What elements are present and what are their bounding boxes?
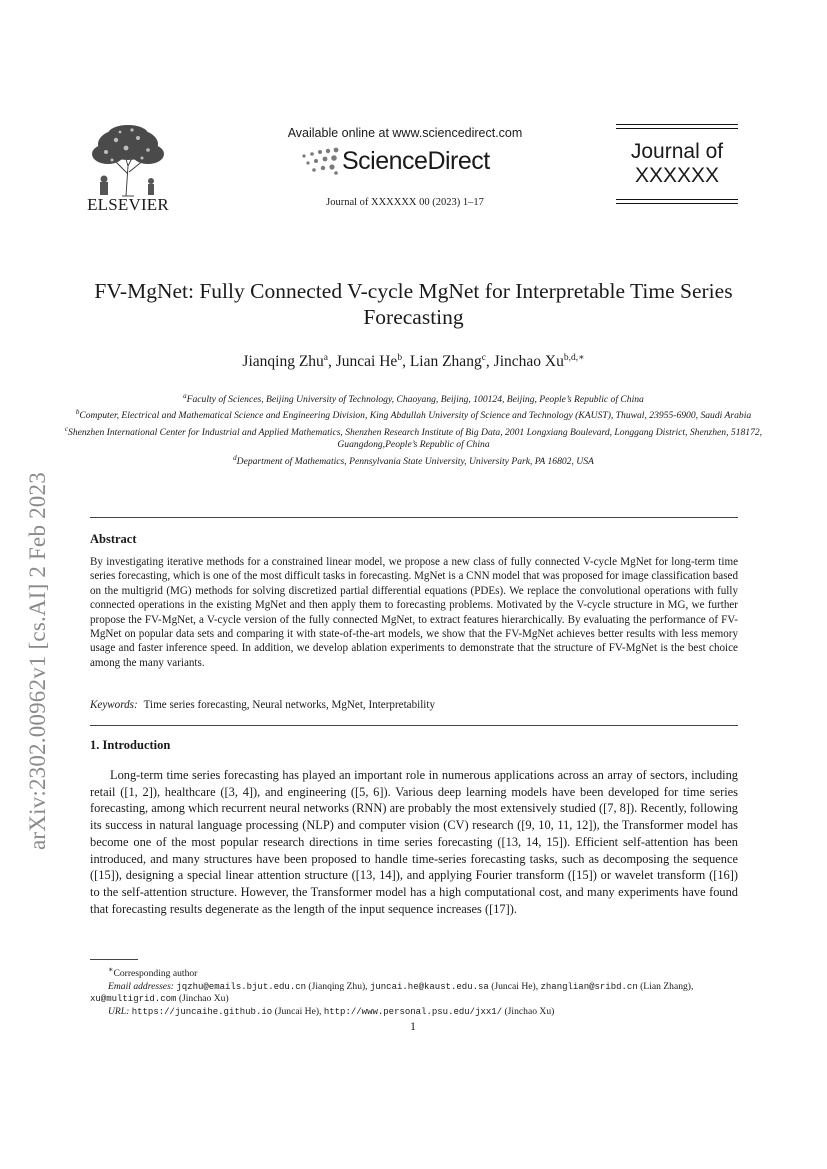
email-link[interactable]: jqzhu@emails.bjut.edu.cn (176, 981, 307, 992)
author-name: Lian Zhang (409, 353, 482, 371)
elsevier-logo (86, 122, 172, 212)
introduction-text: Long-term time series forecasting has played an important role in numerous applications across an array of sectors, including retail ([1, 2]), healthcare ([3, 4]), and engineering ([5, 6]). Various deep learning models have been developed for time series forecasting, among which recurrent neural networks (RNN) are probably the most extensively studied ([7, 8]). Recently, following its success in natural language processing (NLP) and computer vision (CV) research ([9, 10, 11, 12]), the Transformer model has become one of the most popular research directions in time series forecasting ([13, 14, 15]). Efficient self-attention has been introduced, and many structures have been proposed to handle time-series forecasting tasks, such as decomposing the sequence ([15]), designing a special linear attention structure ([13, 14]), and applying Fourier transform ([15]) or wavelet transform ([16]) to the self-attention structure. However, the Transformer model has a high computational cost, and many experiments have found that forecasting results degenerate as the length of the input sequence increases ([17]). (90, 768, 738, 916)
author-sup: b (397, 353, 403, 363)
keywords-text: Time series forecasting, Neural networks, MgNet, Interpretability (143, 699, 436, 711)
affiliation-item (60, 406, 767, 422)
keywords (90, 699, 738, 711)
abstract-text: By investigating iterative methods for a constrained linear model, we propose a new class of fully connected V-cycle MgNet for long-term time series forecasting, which is one of the most difficult tasks in forecasting. MgNet is a CNN model that was proposed for image classification based on the multigrid (MG) methods for solving discretized partial differential equations (PDEs). We replace the convolutional operations with fully connected operations in the existing MgNet and then apply them to forecasting problems. Motivated by the V-cycle structure in MG, we further propose the FV-MgNet, a V-cycle version of the fully connected MgNet, to extract features hierarchically. By evaluating the performance of FV-MgNet on popular data sets and comparing it with state-of-the-art models, we show that the FV-MgNet achieves better results with less memory usage and faster inference speed. In addition, we develop ablation experiments to demonstrate that the structure of FV-MgNet is the best choice among the many variants. (90, 556, 738, 669)
journal-box-rule-bottom (616, 199, 738, 200)
arxiv-stamp-text: arXiv:2302.00962v1 [cs.AI] 2 Feb 2023 (25, 472, 50, 850)
page-number: 1 (410, 1019, 416, 1033)
abstract-rule-top (90, 517, 738, 518)
journal-citation: Journal of XXXXXX 00 (2023) 1–17 (326, 197, 484, 208)
footnote-urls (90, 1006, 738, 1019)
footnote-mark: ∗ (108, 965, 114, 974)
author-sup: a (323, 353, 329, 363)
affiliation-item (60, 423, 767, 452)
elsevier-tree-icon (86, 122, 172, 198)
affiliation-item (60, 390, 767, 406)
footnote-rule (90, 959, 138, 960)
affiliation-text: Shenzhen International Center for Industrial and Applied Mathematics, Shenzhen Research Institute of Big Data, 2001 Longxiang Boulevard, Longgang District, Shenzhen, 518172, Guangdong,People’s Republic of China (68, 427, 763, 451)
author-sep: , (485, 353, 494, 371)
section-heading-introduction: 1. Introduction (90, 738, 171, 752)
journal-box-rule-bottom-2 (616, 203, 738, 204)
journal-box-line2: XXXXXX (634, 164, 720, 187)
email-link[interactable]: zhanglian@sribd.cn (540, 981, 638, 992)
footnotes (90, 964, 738, 1019)
url-label: URL: (108, 1005, 130, 1017)
url-link[interactable]: https://juncaihe.github.io (131, 1006, 273, 1017)
paper-title: FV-MgNet: Fully Connected V-cycle MgNet for Interpretable Time Series Forecasting (94, 279, 733, 329)
keywords-label: Keywords: (90, 699, 138, 711)
email-owner: (Jianqing Zhu), (306, 980, 370, 992)
affiliation-item (60, 452, 767, 468)
url-link[interactable]: http://www.personal.psu.edu/jxx1/ (323, 1006, 503, 1017)
email-label: Email addresses: (108, 980, 174, 992)
url-owner: (Jinchao Xu) (502, 1005, 555, 1017)
author-sup: b,d,∗ (563, 353, 585, 363)
email-link[interactable]: xu@multigrid.com (90, 994, 177, 1005)
author-name: Jianqing Zhu (242, 353, 324, 371)
publisher-name: ELSEVIER (87, 195, 169, 214)
author-name: Juncai He (335, 353, 398, 371)
email-owner: (Jinchao Xu) (176, 993, 229, 1005)
footnote-corresponding-text: Corresponding author (113, 968, 198, 980)
author-sup: c (481, 353, 486, 363)
email-owner: (Lian Zhang), (637, 980, 694, 992)
journal-box (616, 124, 738, 206)
abstract-heading: Abstract (90, 532, 137, 546)
affiliation-sup: c (64, 424, 69, 433)
journal-box-title (616, 140, 738, 188)
affiliation-text: Department of Mathematics, Pennsylvania State University, University Park, PA 16802, USA (236, 455, 594, 467)
sciencedirect-dots-icon (296, 146, 342, 176)
url-owner: (Juncai He), (272, 1005, 324, 1017)
footnote-corresponding (90, 964, 738, 981)
journal-box-rule-top (616, 124, 738, 125)
arxiv-stamp (26, 380, 50, 850)
sciencedirect-logo (296, 146, 506, 180)
affiliation-text: Computer, Electrical and Mathematical Science and Engineering Division, King Abdullah University of Science and Technology (KAUST), Thuwal, 23955-6900, Saudi Arabia (79, 410, 752, 422)
affiliation-sup: b (75, 408, 80, 417)
author-name: Jinchao Xu (493, 353, 564, 371)
author-sep: , (402, 353, 410, 371)
author-list (60, 352, 767, 371)
email-link[interactable]: juncai.he@kaust.edu.sa (369, 981, 489, 992)
available-online-text: Available online at www.sciencedirect.com (287, 126, 523, 140)
footnote-emails (90, 981, 738, 1006)
affiliation-text: Faculty of Sciences, Beijing University of Technology, Chaoyang, Beijing, 100124, Beijing, People’s Republic of China (186, 394, 644, 406)
author-sep: , (328, 353, 336, 371)
abstract-rule-bottom (90, 725, 738, 726)
email-owner: (Juncai He), (488, 980, 541, 992)
affiliation-list (60, 390, 767, 468)
sciencedirect-wordmark: ScienceDirect (342, 147, 490, 175)
affiliation-sup: a (183, 392, 187, 400)
journal-box-line1: Journal of (630, 140, 724, 163)
journal-box-rule-top-2 (616, 128, 738, 129)
affiliation-sup: d (233, 453, 237, 462)
